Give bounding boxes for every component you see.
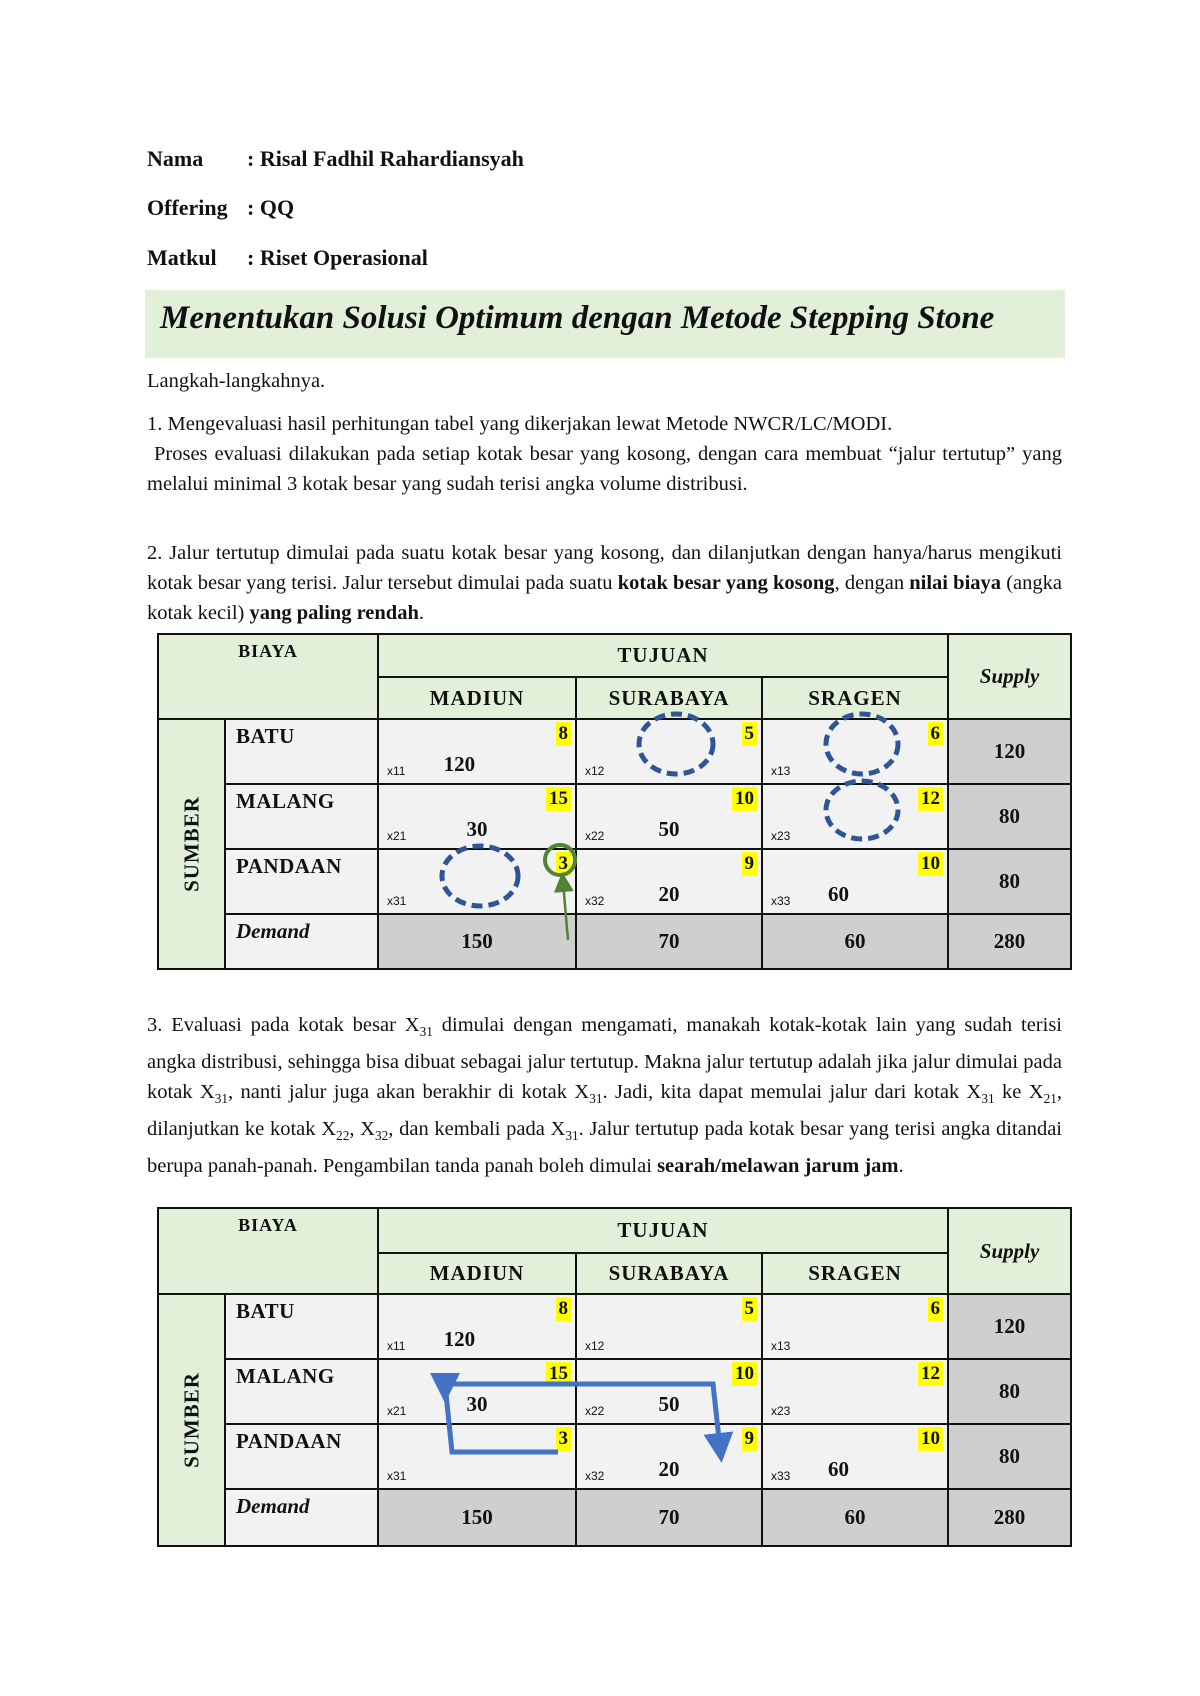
cell-x13 (762, 1294, 948, 1359)
demand-surabaya: 70 (576, 1489, 762, 1546)
transport-table-1 (157, 633, 1072, 970)
source-batu (225, 719, 378, 784)
allocation: 30 (466, 1392, 488, 1416)
step-3 (147, 1010, 1062, 1181)
source-label: BATU (236, 1299, 295, 1323)
title-banner (145, 290, 1065, 358)
var-label: x21 (387, 829, 407, 843)
t: , dilanjutkan ke kotak X (147, 1081, 1063, 1141)
source-label: PANDAAN (236, 1429, 342, 1453)
supply-pandaan: 80 (948, 1424, 1071, 1489)
step-2 (147, 538, 1062, 628)
allocation: 20 (658, 882, 680, 906)
var-label: x32 (585, 1469, 605, 1483)
student-name (147, 146, 524, 172)
dest-madiun: MADIUN (378, 1253, 576, 1294)
step-2-text-2: , dengan (834, 572, 910, 594)
cost-badge: 3 (556, 852, 572, 876)
source-label: MALANG (236, 1364, 335, 1388)
allocation: 60 (827, 1457, 849, 1481)
biaya-header (158, 634, 378, 719)
t: , dan kembali pada X (388, 1118, 566, 1141)
grand-total: 280 (948, 1489, 1071, 1546)
cost-badge: 5 (742, 1297, 758, 1321)
cost-badge: 8 (556, 1297, 572, 1321)
cost-badge: 10 (918, 1427, 943, 1451)
t: , X (349, 1118, 375, 1141)
cost-badge: 3 (556, 1427, 572, 1451)
offering-label: Offering (147, 195, 228, 220)
t: 3. Evaluasi pada kotak besar X (147, 1014, 420, 1036)
sumber-header (158, 719, 225, 969)
sumber-label: SUMBER (179, 1372, 203, 1468)
course (147, 245, 428, 271)
dest-surabaya: SURABAYA (576, 1253, 762, 1294)
cell-x13 (762, 719, 948, 784)
source-pandaan (225, 1424, 378, 1489)
t: 32 (374, 1128, 389, 1144)
supply-batu: 120 (948, 719, 1071, 784)
allocation: 50 (658, 817, 680, 841)
sumber-header (158, 1294, 225, 1546)
allocation: 30 (466, 817, 488, 841)
var-label: x31 (387, 1469, 407, 1483)
step-1 (147, 409, 1068, 499)
t: 31 (419, 1024, 433, 1040)
cost-badge: 15 (546, 787, 571, 811)
step-2-bold-cost: nilai biaya (909, 572, 1002, 594)
cost-badge: 12 (918, 1362, 943, 1386)
cell-x31 (378, 1424, 576, 1489)
source-label: BATU (236, 724, 295, 748)
supply-pandaan: 80 (948, 849, 1071, 914)
allocation: 60 (827, 882, 849, 906)
cell-x31 (378, 849, 576, 914)
source-pandaan (225, 849, 378, 914)
cost-badge: 10 (732, 787, 757, 811)
var-label: x32 (585, 894, 605, 908)
cell-x23 (762, 784, 948, 849)
allocation: 120 (443, 1327, 476, 1351)
step-2-bold-empty-cell: kotak besar yang kosong (617, 572, 835, 594)
tujuan-header: TUJUAN (378, 634, 948, 677)
cost-badge: 10 (732, 1362, 757, 1386)
t: dimulai dengan mengamati, manakah kotak-kotak lain yang sudah terisi angka distribusi, sehingga bisa dibuat sebagai jalur tertutup. Makna jalur tertutup adalah jika jalur dimulai pada kotak X (147, 1014, 1062, 1104)
step-3-bold: searah/melawan jarum jam (657, 1155, 899, 1178)
demand-sragen: 60 (762, 1489, 948, 1546)
offering (147, 195, 294, 221)
t: . (898, 1155, 904, 1178)
biaya-header (158, 1208, 378, 1294)
step-1-line-1: 1. Mengevaluasi hasil perhitungan tabel yang dikerjakan lewat Metode NWCR/LC/MODI. (147, 413, 893, 435)
source-label: MALANG (236, 789, 335, 813)
grand-total: 280 (948, 914, 1071, 969)
t: . Jadi, kita dapat memulai jalur dari kotak X (602, 1081, 982, 1104)
var-label: x23 (771, 1404, 791, 1418)
biaya-label: BIAYA (238, 641, 298, 661)
var-label: x13 (771, 1339, 791, 1353)
demand-madiun: 150 (378, 1489, 576, 1546)
cost-badge: 6 (928, 722, 944, 746)
var-label: x11 (387, 1339, 406, 1353)
biaya-label: BIAYA (238, 1215, 298, 1235)
demand-row-label (225, 914, 378, 969)
allocation: 50 (658, 1392, 680, 1416)
supply-header: Supply (948, 634, 1071, 719)
source-malang (225, 784, 378, 849)
step-2-text: 2. Jalur tertutup dimulai pada suatu kotak besar yang kosong, dan dilanjutkan dengan hanya/harus mengikuti kotak besar yang terisi. Jalur tersebut dimulai pada suatu (147, 542, 1062, 594)
cell-x11 (378, 719, 576, 784)
name-value: : Risal Fadhil Rahardiansyah (247, 146, 524, 171)
var-label: x22 (585, 829, 605, 843)
var-label: x22 (585, 1404, 605, 1418)
name-label: Nama (147, 146, 204, 171)
t: 31 (565, 1128, 579, 1144)
t: . Jalur tertutup pada kotak besar yang terisi angka ditandai berupa panah-panah. Pengambilan tanda panah boleh dimulai (147, 1118, 1063, 1178)
intro-text: Langkah-langkahnya. (147, 370, 326, 392)
cell-x22 (576, 1359, 762, 1424)
cell-x11 (378, 1294, 576, 1359)
cell-x21 (378, 1359, 576, 1424)
supply-batu: 120 (948, 1294, 1071, 1359)
cell-x12 (576, 1294, 762, 1359)
supply-header: Supply (948, 1208, 1071, 1294)
t: 31 (981, 1091, 995, 1107)
sumber-label: SUMBER (179, 796, 203, 892)
cost-badge: 10 (918, 852, 943, 876)
dest-surabaya: SURABAYA (576, 677, 762, 719)
cell-x33 (762, 849, 948, 914)
demand-label: Demand (236, 1494, 310, 1518)
cost-badge: 9 (742, 852, 758, 876)
course-label: Matkul (147, 245, 217, 270)
step-2-bold-lowest: yang paling rendah (249, 602, 419, 624)
supply-malang: 80 (948, 1359, 1071, 1424)
tujuan-header: TUJUAN (378, 1208, 948, 1253)
var-label: x23 (771, 829, 791, 843)
var-label: x33 (771, 894, 791, 908)
document-title: Menentukan Solusi Optimum dengan Metode Stepping Stone (160, 300, 995, 336)
dest-madiun: MADIUN (378, 677, 576, 719)
demand-madiun: 150 (378, 914, 576, 969)
step-2-text-3: (angka kotak kecil) (147, 572, 1062, 624)
cell-x33 (762, 1424, 948, 1489)
t: 31 (589, 1091, 603, 1107)
demand-label: Demand (236, 919, 310, 943)
source-batu (225, 1294, 378, 1359)
supply-malang: 80 (948, 784, 1071, 849)
t: 31 (214, 1091, 229, 1107)
demand-row-label (225, 1489, 378, 1546)
cell-x12 (576, 719, 762, 784)
var-label: x33 (771, 1469, 791, 1483)
step-1-line-2: Proses evaluasi dilakukan pada setiap kotak besar yang kosong, dengan cara membuat “jalur tertutup” yang melalui minimal 3 kotak besar yang sudah terisi angka volume distribusi. (147, 443, 1068, 495)
cell-x23 (762, 1359, 948, 1424)
cost-badge: 15 (546, 1362, 571, 1386)
cost-badge: 8 (556, 722, 572, 746)
allocation: 20 (658, 1457, 680, 1481)
var-label: x13 (771, 764, 791, 778)
step-2-text-4: . (418, 602, 424, 624)
allocation: 120 (443, 752, 476, 776)
var-label: x21 (387, 1404, 407, 1418)
t: , nanti jalur juga akan berakhir di kotak X (228, 1081, 590, 1104)
cost-badge: 5 (742, 722, 758, 746)
var-label: x31 (387, 894, 407, 908)
cost-badge: 12 (918, 787, 943, 811)
course-value: : Riset Operasional (247, 245, 428, 270)
cell-x22 (576, 784, 762, 849)
demand-surabaya: 70 (576, 914, 762, 969)
cell-x32 (576, 849, 762, 914)
cell-x21 (378, 784, 576, 849)
source-malang (225, 1359, 378, 1424)
t: 22 (336, 1128, 350, 1144)
var-label: x11 (387, 764, 406, 778)
dest-sragen: SRAGEN (762, 677, 948, 719)
offering-value: : QQ (247, 195, 295, 220)
t: ke X (994, 1081, 1044, 1104)
cost-badge: 9 (742, 1427, 758, 1451)
t: 21 (1043, 1091, 1057, 1107)
transport-table-2 (157, 1207, 1072, 1547)
cell-x32 (576, 1424, 762, 1489)
demand-sragen: 60 (762, 914, 948, 969)
cost-badge: 6 (928, 1297, 944, 1321)
dest-sragen: SRAGEN (762, 1253, 948, 1294)
var-label: x12 (585, 764, 605, 778)
var-label: x12 (585, 1339, 605, 1353)
source-label: PANDAAN (236, 854, 342, 878)
